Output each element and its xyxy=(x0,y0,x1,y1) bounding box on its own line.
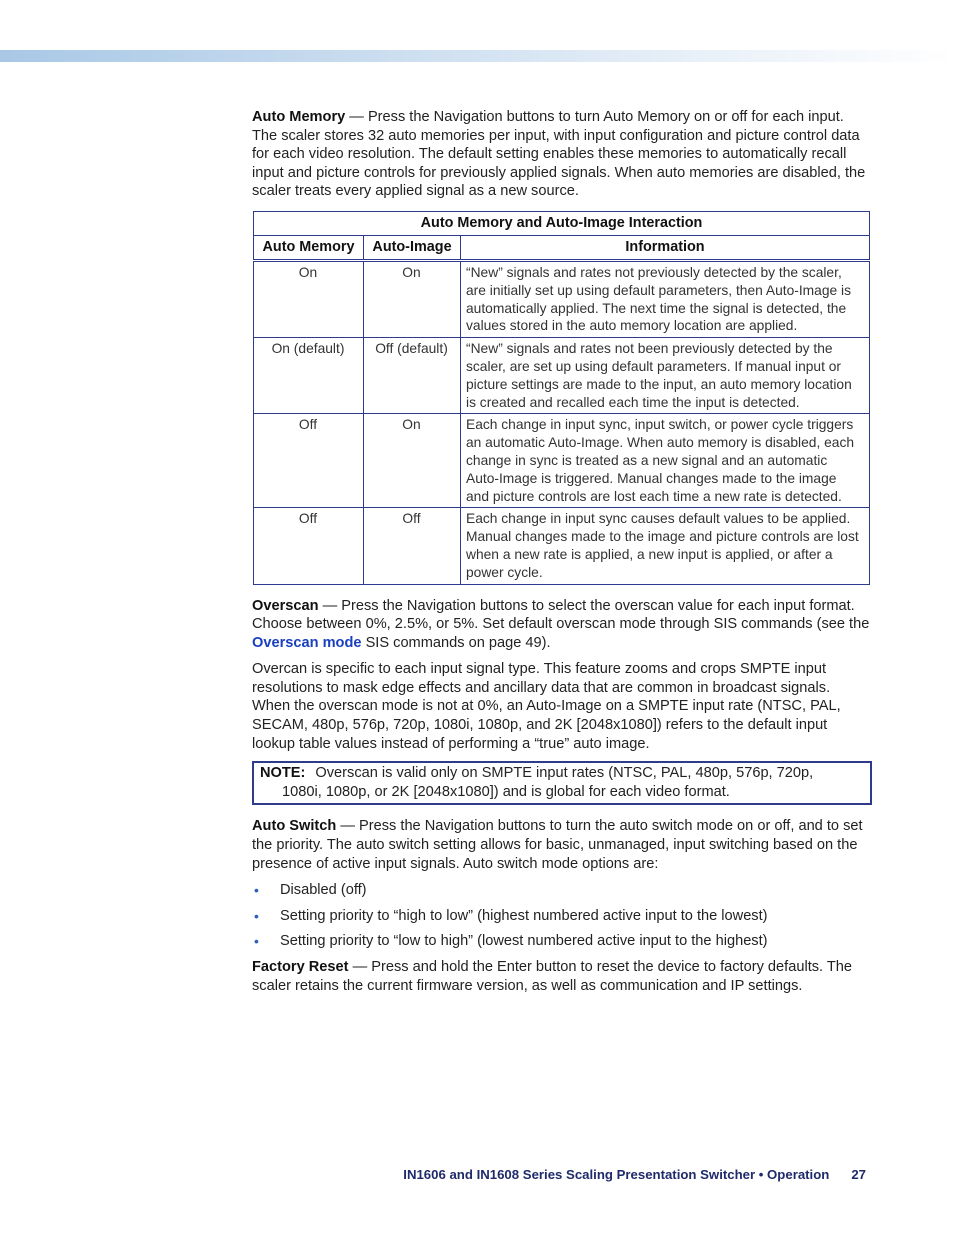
auto-switch-paragraph xyxy=(252,817,872,873)
footer-title: IN1606 and IN1608 Series Scaling Presentation Switcher • Operation xyxy=(403,1167,830,1182)
column-header-auto-memory: Auto Memory xyxy=(254,235,364,260)
list-item-text: Disabled (off) xyxy=(280,882,367,899)
overscan-paragraph xyxy=(252,597,872,653)
bullet-icon: • xyxy=(254,907,259,924)
auto-memory-table xyxy=(253,211,870,585)
list-item-text: Setting priority to “low to high” (lowest numbered active input to the highest) xyxy=(280,933,768,950)
bullet-icon: • xyxy=(254,933,259,950)
cell-information: “New” signals and rates not previously detected by the scaler, are initially set up using default parameters, then Auto-Image is automatically applied. The next time the signal is detected, the values stored in the auto memory location are applied. xyxy=(461,260,870,337)
auto-memory-paragraph xyxy=(252,108,872,201)
list-item xyxy=(252,907,872,926)
auto-switch-term: Auto Switch xyxy=(252,818,337,835)
header-band xyxy=(0,50,954,62)
factory-reset-term: Factory Reset xyxy=(252,959,349,976)
table-row xyxy=(254,508,870,584)
list-item xyxy=(252,932,872,951)
auto-switch-text: — Press the Navigation buttons to turn the auto switch mode on or off, and to set the priority. The auto switch setting allows for basic, unmanaged, input switching based on the presence of active input signals. Auto switch mode options are: xyxy=(252,818,863,872)
bullet-icon: • xyxy=(254,882,259,899)
factory-reset-text: — Press and hold the Enter button to reset the device to factory defaults. The scaler retains the current firmware version, as well as communication and IP settings. xyxy=(252,959,853,994)
overscan-text-before: — Press the Navigation buttons to select the overscan value for each input format. Choose between 0%, 2.5%, or 5%. Set default overscan mode through SIS commands (see the xyxy=(252,597,870,633)
overscan-text-after: SIS commands on page 49). xyxy=(361,634,551,651)
auto-memory-text: — Press the Navigation buttons to turn Auto Memory on or off for each input. The scaler stores 32 auto memories per input, with input configuration and picture control data for each video resolution. The default setting enables these memories to automatically recall input and picture controls for previously applied signals. When auto memories are disabled, the scaler treats every applied signal as a new source. xyxy=(252,109,866,200)
overscan-detail-paragraph: Overcan is specific to each input signal type. This feature zooms and crops SMPTE input resolutions to mask edge effects and ancillary data that are common in broadcast signals. When the overscan mode is not at 0%, an Auto-Image on a SMPTE input rate (NTSC, PAL, SECAM, 480p, 576p, 720p, 1080i, 1080p, and 2K [2048x1080]) refers to the default input lookup table values instead of performing a “true” auto image. xyxy=(252,661,841,752)
list-item xyxy=(252,881,872,900)
cell-auto-memory: Off xyxy=(254,414,364,508)
table-row xyxy=(254,260,870,337)
table-title: Auto Memory and Auto-Image Interaction xyxy=(254,211,870,235)
cell-auto-memory: On xyxy=(254,260,364,337)
cell-information: Each change in input sync causes default values to be applied. Manual changes made to the image and picture controls are lost when a new rate is applied, a new input is applied, or after a power cycle. xyxy=(461,508,870,584)
page-footer xyxy=(403,1167,866,1182)
cell-auto-memory: Off xyxy=(254,508,364,584)
table-row xyxy=(254,414,870,508)
cell-auto-image: Off (default) xyxy=(364,338,461,414)
cell-auto-image: Off xyxy=(364,508,461,584)
note-line-1: Overscan is valid only on SMPTE input rates (NTSC, PAL, 480p, 576p, 720p, xyxy=(315,765,814,782)
overscan-term: Overscan xyxy=(252,597,319,614)
auto-memory-term: Auto Memory xyxy=(252,109,346,125)
cell-information: Each change in input sync, input switch, or power cycle triggers an automatic Auto-Image. When auto memory is disabled, each change in sync is treated as a new signal and an automatic Auto-Image is triggered. Manual changes made to the image and picture controls are lost each time a new rate is detected. xyxy=(461,414,870,508)
overscan-mode-link[interactable]: Overscan mode xyxy=(252,634,362,651)
list-item-text: Setting priority to “high to low” (highest numbered active input to the lowest) xyxy=(280,907,768,924)
factory-reset-paragraph xyxy=(252,958,872,995)
column-header-auto-image: Auto-Image xyxy=(364,235,461,260)
note-label: NOTE: xyxy=(260,765,306,782)
cell-information: “New” signals and rates not been previously detected by the scaler, are set up using default parameters. If manual input or picture settings are made to the input, an auto memory location is created and recalled each time the input is detected. xyxy=(461,338,870,414)
auto-switch-options-list xyxy=(252,881,872,951)
page-number: 27 xyxy=(851,1167,866,1182)
cell-auto-image: On xyxy=(364,414,461,508)
note-line-2: 1080i, 1080p, or 2K [2048x1080]) and is global for each video format. xyxy=(282,783,730,800)
column-header-information: Information xyxy=(461,235,870,260)
page-content xyxy=(252,108,872,1003)
note-box xyxy=(252,761,872,805)
cell-auto-memory: On (default) xyxy=(254,338,364,414)
table-row xyxy=(254,338,870,414)
cell-auto-image: On xyxy=(364,260,461,337)
